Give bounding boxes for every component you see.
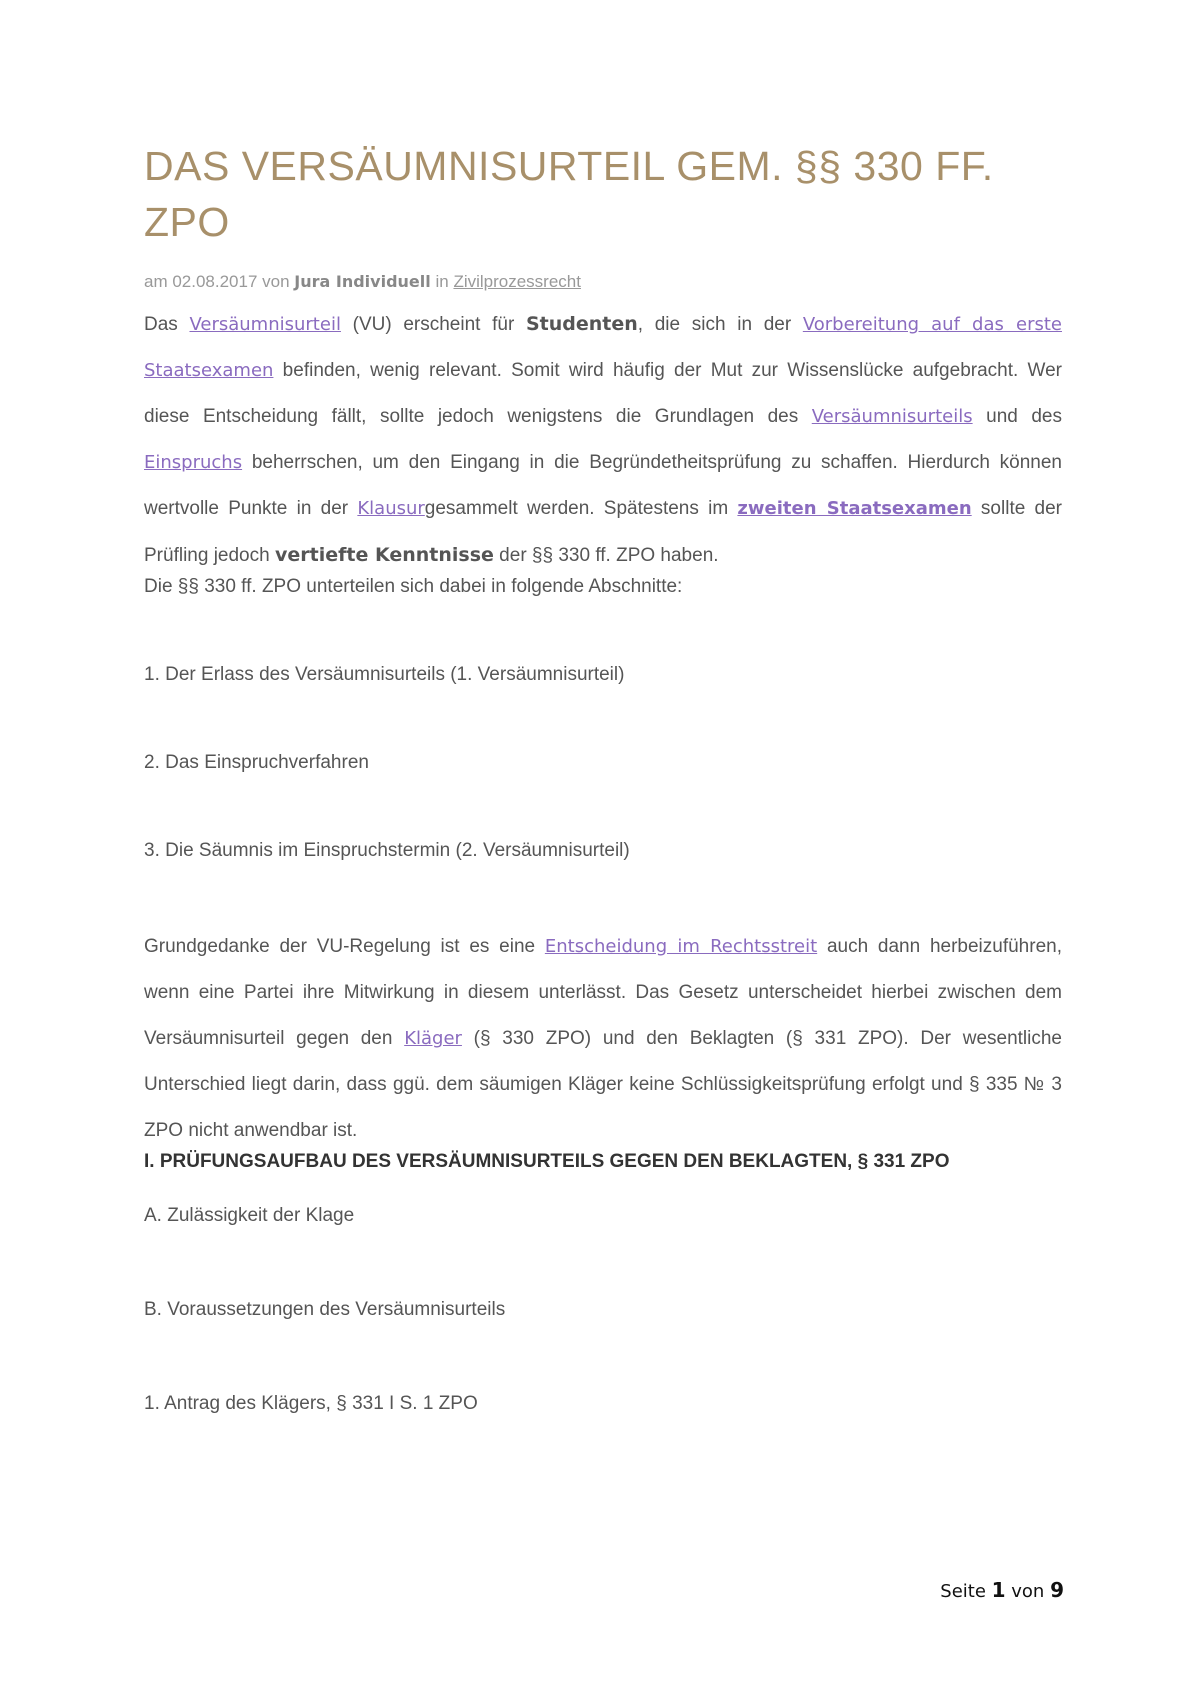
text-span: und des bbox=[972, 406, 1062, 427]
text-span: (VU) erscheint für bbox=[340, 314, 526, 335]
link-versaeumnisurteils[interactable]: Versäumnisurteils bbox=[811, 406, 973, 427]
text-span: (§ 330 ZPO) und den Beklagten (§ 331 ZPO). Der wesentliche Unterschied liegt darin, dass ggü. dem säumigen Kläger keine Schlüssigkeitsprüfung erfolgt und § 335 № 3 ZPO nicht anwendbar ist. bbox=[144, 1028, 1063, 1141]
text-span: der §§ 330 ff. ZPO haben. bbox=[493, 545, 719, 566]
meta-in: in bbox=[430, 272, 454, 291]
footer-label: Seite bbox=[940, 1581, 992, 1602]
bold-vertiefte-kenntnisse: vertiefte Kenntnisse bbox=[274, 544, 494, 566]
text-span: , die sich in der bbox=[637, 314, 803, 335]
link-vorbereitung[interactable]: Vorbereitung auf das erste Staatsexamen bbox=[144, 314, 1062, 381]
section-heading-I: I. PRÜFUNGSAUFBAU DES VERSÄUMNISURTEILS GEGEN DEN BEKLAGTEN, § 331 ZPO bbox=[144, 1151, 950, 1172]
current-page: 1 bbox=[991, 1578, 1006, 1602]
section-item: 3. Die Säumnis im Einspruchstermin (2. Versäumnisurteil) bbox=[144, 840, 630, 861]
text-span: Grundgedanke der VU-Regelung ist es eine bbox=[144, 936, 545, 957]
total-pages: 9 bbox=[1050, 1578, 1064, 1602]
sections-intro: Die §§ 330 ff. ZPO unterteilen sich dabei in folgende Abschnitte: bbox=[144, 576, 683, 597]
meta-author: Jura Individuell bbox=[294, 272, 431, 291]
footer-label: von bbox=[1005, 1581, 1051, 1602]
intro-paragraph bbox=[144, 301, 1062, 579]
outline-item: B. Voraussetzungen des Versäumnisurteils bbox=[144, 1299, 506, 1320]
rule-paragraph bbox=[144, 924, 1062, 1154]
link-entscheidung-rechtsstreit[interactable]: Entscheidung im Rechtsstreit bbox=[544, 936, 818, 957]
text-span: sollte der Prüfling jedoch bbox=[144, 498, 1062, 566]
meta-date: am 02.08.2017 von bbox=[144, 272, 295, 291]
category-link[interactable]: Zivilprozessrecht bbox=[453, 272, 581, 291]
outline-item: 1. Antrag des Klägers, § 331 I S. 1 ZPO bbox=[144, 1393, 478, 1414]
link-klaeger[interactable]: Kläger bbox=[404, 1028, 462, 1049]
section-item: 1. Der Erlass des Versäumnisurteils (1. Versäumnisurteil) bbox=[144, 664, 625, 685]
article-meta bbox=[144, 270, 1062, 294]
text-span: auch dann herbeizuführen, wenn eine Partei ihre Mitwirkung in diesem unterlässt. Das Gesetz unterscheidet hierbei zwischen dem Versäumnisurteil gegen den bbox=[144, 936, 1062, 1049]
text-span: gesammelt werden. Spätestens im bbox=[424, 498, 738, 519]
article bbox=[144, 138, 1062, 1418]
text-span: befinden, wenig relevant. Somit wird häufig der Mut zur Wissenslücke aufgebracht. Wer diese Entscheidung fällt, sollte jedoch wenigstens die Grundlagen des bbox=[144, 360, 1062, 427]
page-title: DAS VERSÄUMNISURTEIL GEM. §§ 330 FF. ZPO bbox=[144, 143, 994, 245]
link-einspruchs[interactable]: Einspruchs bbox=[144, 452, 243, 473]
link-zweiten-staatsexamen[interactable]: zweiten Staatsexamen bbox=[737, 498, 972, 519]
link-versaeumnisurteil[interactable]: Versäumnisurteil bbox=[189, 314, 341, 335]
text-span: Das bbox=[144, 314, 190, 335]
bold-studenten: Studenten bbox=[525, 313, 638, 335]
outline-item: A. Zulässigkeit der Klage bbox=[144, 1205, 355, 1226]
link-klausur[interactable]: Klausur bbox=[357, 498, 425, 519]
text-span: beherrschen, um den Eingang in die Begründetheitsprüfung zu schaffen. Hierdurch können wertvolle Punkte in der bbox=[144, 452, 1062, 519]
page-number bbox=[940, 1578, 1064, 1602]
section-item: 2. Das Einspruchverfahren bbox=[144, 752, 369, 773]
